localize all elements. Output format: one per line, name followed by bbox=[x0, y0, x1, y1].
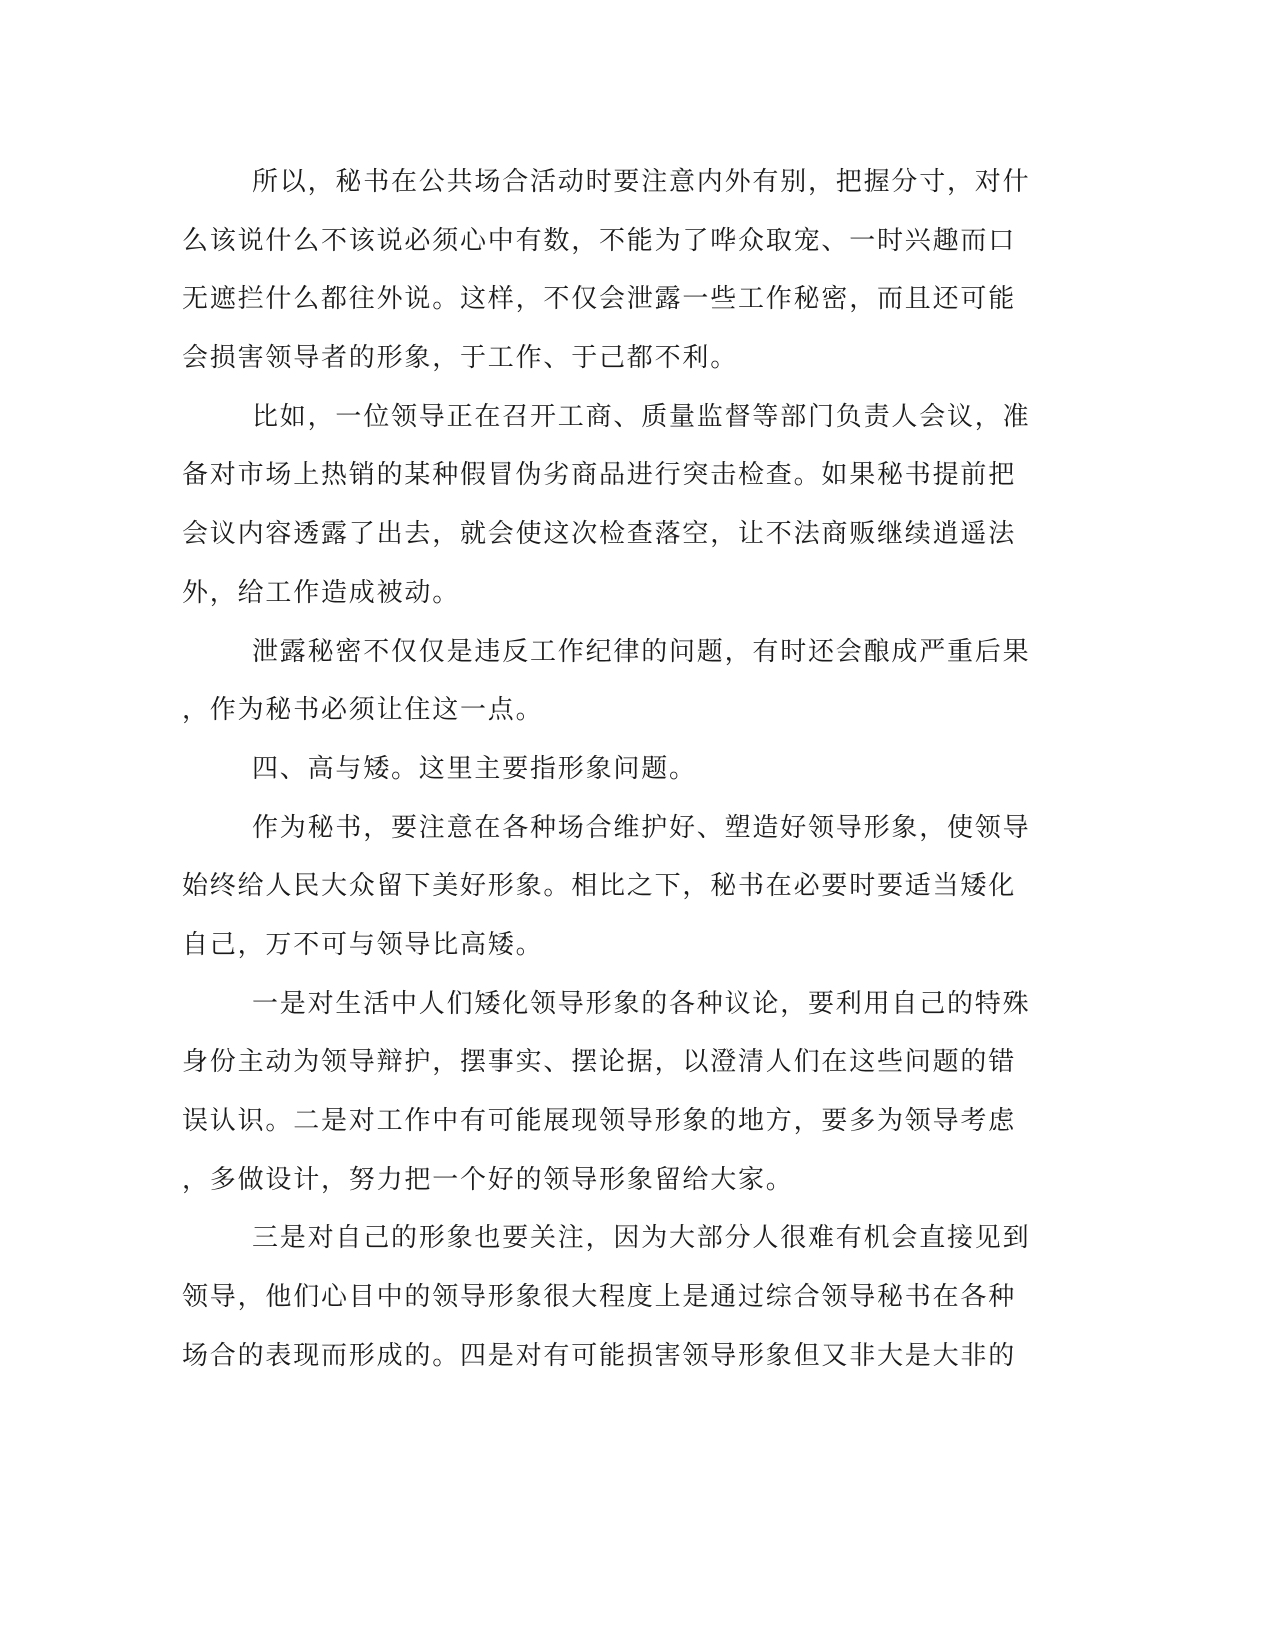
text-line: 作为秘书，要注意在各种场合维护好、塑造好领导形象，使领导 bbox=[252, 812, 1031, 843]
text-line: 备对市场上热销的某种假冒伪劣商品进行突击检查。如果秘书提前把 bbox=[182, 460, 1017, 491]
document-body bbox=[182, 153, 1042, 1385]
text-line: ，多做设计，努力把一个好的领导形象留给大家。 bbox=[182, 1164, 794, 1195]
text-line: 会损害领导者的形象，于工作、于己都不利。 bbox=[182, 343, 739, 374]
text-line: ，作为秘书必须让住这一点。 bbox=[182, 695, 544, 726]
text-line: 比如，一位领导正在召开工商、质量监督等部门负责人会议，准 bbox=[252, 401, 1031, 432]
text-line: 场合的表现而形成的。四是对有可能损害领导形象但又非大是大非的 bbox=[182, 1340, 1017, 1371]
text-line: 三是对自己的形象也要关注，因为大部分人很难有机会直接见到 bbox=[252, 1223, 1031, 1254]
text-line: 无遮拦什么都往外说。这样，不仅会泄露一些工作秘密，而且还可能 bbox=[182, 284, 1017, 315]
text-line: 身份主动为领导辩护，摆事实、摆论据，以澄清人们在这些问题的错 bbox=[182, 1047, 1017, 1078]
text-line: 外，给工作造成被动。 bbox=[182, 577, 461, 608]
text-line: 一是对生活中人们矮化领导形象的各种议论，要利用自己的特殊 bbox=[252, 988, 1031, 1019]
text-line: 会议内容透露了出去，就会使这次检查落空，让不法商贩继续逍遥法 bbox=[182, 519, 1017, 550]
text-line: 泄露秘密不仅仅是违反工作纪律的问题，有时还会酿成严重后果 bbox=[252, 636, 1031, 667]
text-line: 自己，万不可与领导比高矮。 bbox=[182, 929, 544, 960]
text-line: 误认识。二是对工作中有可能展现领导形象的地方，要多为领导考虑 bbox=[182, 1106, 1017, 1136]
text-line: 始终给人民大众留下美好形象。相比之下，秘书在必要时要适当矮化 bbox=[182, 871, 1017, 902]
text-line: 四、高与矮。这里主要指形象问题。 bbox=[252, 753, 697, 784]
text-line: 么该说什么不该说必须心中有数，不能为了哗众取宠、一时兴趣而口 bbox=[182, 225, 1017, 256]
text-line: 所以，秘书在公共场合活动时要注意内外有别，把握分寸，对什 bbox=[252, 167, 1031, 197]
text-line: 领导，他们心目中的领导形象很大程度上是通过综合领导秘书在各种 bbox=[182, 1282, 1017, 1313]
